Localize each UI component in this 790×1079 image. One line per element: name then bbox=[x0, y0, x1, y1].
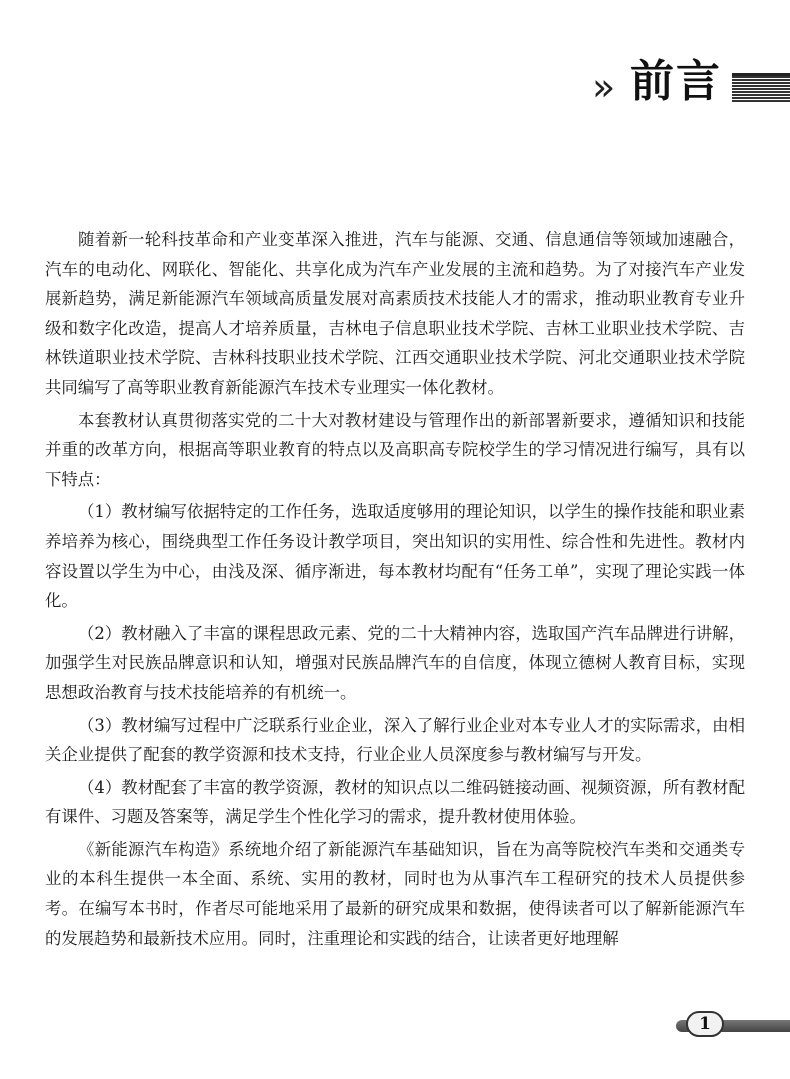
paragraph-feature-3: （3）教材编写过程中广泛联系行业企业，深入了解行业企业对本专业人才的实际需求，由相关企业提供了配套的教学资源和技术支持，行业企业人员深度参与教材编写与开发。 bbox=[45, 715, 745, 765]
body-text bbox=[45, 225, 745, 953]
page-footer bbox=[676, 1011, 790, 1039]
double-chevron-icon: » bbox=[592, 65, 604, 109]
page-number: 1 bbox=[686, 1011, 724, 1037]
page-header bbox=[0, 58, 790, 128]
paragraph-feature-4: （4）教材配套了丰富的教学资源，教材的知识点以二维码链接动画、视频资源，所有教材配有课件、习题及答案等，满足学生个性化学习的需求，提升教材使用体验。 bbox=[45, 777, 745, 827]
paragraph-feature-1: （1）教材编写依据特定的工作任务，选取适度够用的理论知识，以学生的操作技能和职业素养培养为核心，围绕典型工作任务设计教学项目，突出知识的实用性、综合性和先进性。教材内容设置以学生为中心，由浅及深、循序渐进，每本教材均配有“任务工单”，实现了理论实践一体化。 bbox=[45, 502, 745, 611]
page-title: 前言 bbox=[630, 56, 722, 107]
title-decoration-bar bbox=[732, 73, 790, 102]
paragraph-intro: 随着新一轮科技革命和产业变革深入推进，汽车与能源、交通、信息通信等领域加速融合，汽车的电动化、网联化、智能化、共享化成为汽车产业发展的主流和趋势。为了对接汽车产业发展新趋势，满足新能源汽车领域高质量发展对高素质技术技能人才的需求，推动职业教育专业升级和数字化改造，提高人才培养质量，吉林电子信息职业技术学院、吉林工业职业技术学院、吉林铁道职业技术学院、吉林科技职业技术学院、江西交通职业技术学院、河北交通职业技术学院共同编写了高等职业教育新能源汽车技术专业理实一体化教材。 bbox=[45, 230, 745, 397]
paragraph-feature-2: （2）教材融入了丰富的课程思政元素、党的二十大精神内容，选取国产汽车品牌进行讲解，加强学生对民族品牌意识和认知，增强对民族品牌汽车的自信度，体现立德树人教育目标，实现思想政治教育与技术技能培养的有机统一。 bbox=[45, 623, 745, 702]
paragraph-book-intro: 《新能源汽车构造》系统地介绍了新能源汽车基础知识，旨在为高等院校汽车类和交通类专业的本科生提供一本全面、系统、实用的教材，同时也为从事汽车工程研究的技术人员提供参考。在编写本书时，作者尽可能地采用了最新的研究成果和数据，使得读者可以了解新能源汽车的发展趋势和最新技术应用。同时，注重理论和实践的结合，让读者更好地理解 bbox=[45, 839, 745, 948]
paragraph-features-intro: 本套教材认真贯彻落实党的二十大对教材建设与管理作出的新部署新要求，遵循知识和技能并重的改革方向，根据高等职业教育的特点以及高职高专院校学生的学习情况进行编写，具有以下特点： bbox=[45, 410, 745, 489]
